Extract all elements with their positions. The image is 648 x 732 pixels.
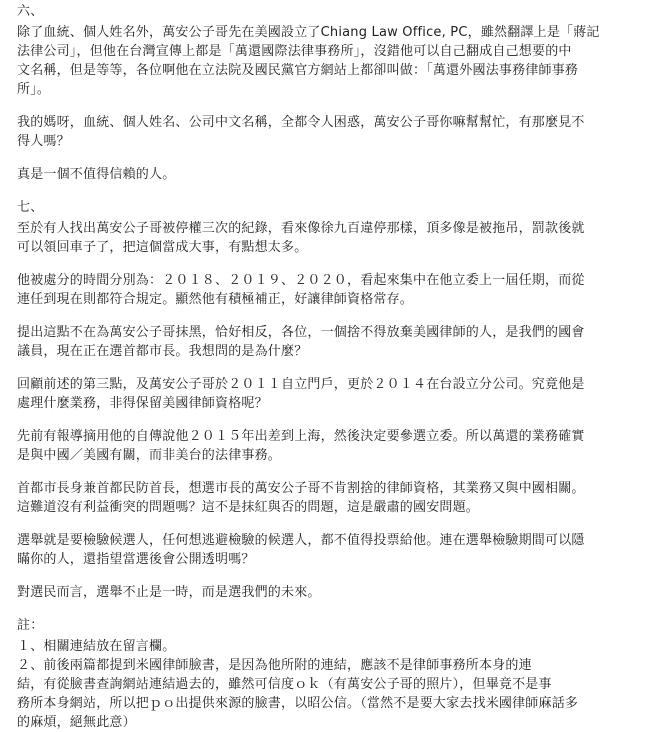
section-7-heading: [17, 198, 632, 217]
paragraph-line: 先前有報導摘用他的自傳說他２０１５年出差到上海，然後決定要參選立委。所以萬還的業務確實: [17, 429, 585, 444]
note-line: 的麻煩，絕無此意）: [17, 715, 136, 730]
paragraph-line: 他被處分的時間分別為：２０１８、２０１９、２０２０，看起來集中在他立委上一屆任期，而從: [17, 273, 585, 288]
heading-text: 註：: [17, 618, 44, 633]
section-7-paragraph-4: [17, 375, 632, 413]
section-7-paragraph-8: [17, 583, 632, 602]
section-7-paragraph-5: [17, 427, 632, 465]
note-line: 結，有從臉書查詢網站連結過去的，雖然可信度ｏｋ（有萬安公子哥的照片），但畢竟不是事: [17, 677, 552, 692]
section-7-paragraph-6: [17, 479, 632, 517]
heading-text: 六、: [17, 4, 44, 19]
note-line: ２、前後兩篇都提到米國律師臉書，是因為他所附的連結，應該不是律師事務所本身的連: [17, 658, 532, 673]
paragraph-line: 瞞你的人，還指望當選後會公開透明嗎？: [17, 552, 255, 567]
paragraph-line: 提出這點不在為萬安公子哥抹黑，恰好相反，各位，一個捨不得放棄美國律師的人，是我們的國會: [17, 325, 585, 340]
notes-list: [17, 637, 632, 732]
paragraph-line: 可以領回車子了，把這個當成大事，有點想太多。: [17, 240, 308, 255]
paragraph-line: 回顧前述的第三點，及萬安公子哥於２０１１自立門戶，更於２０１４在台設立分公司。究竟他是: [17, 377, 585, 392]
note-line: 務所本身網站，所以把ｐｏ出提供來源的臉書，以昭公信。（當然不是要大家去找米國律師麻話多: [17, 696, 579, 711]
paragraph-line: 對選民而言，選舉不止是一時，而是選我們的未來。: [17, 585, 321, 600]
section-6-paragraph-1: [17, 23, 632, 99]
heading-text: 七、: [17, 200, 44, 215]
paragraph-line: 至於有人找出萬安公子哥被停權三次的紀錄，看來像徐九百違停那樣，頂多像是被拖吊，罰款後就: [17, 221, 585, 236]
paragraph-line: 這難道沒有利益衝突的問題嗎？這不是抹紅與否的問題，這是嚴肅的國安問題。: [17, 500, 480, 515]
paragraph-line: 選舉就是要檢驗候選人，任何想逃避檢驗的候選人，都不值得投票給他。連在選舉檢驗期間可以隱: [17, 533, 585, 548]
section-6-heading: [17, 2, 632, 21]
paragraph-line: 我的媽呀，血統、個人姓名、公司中文名稱，全都令人困惑，萬安公子哥你嘛幫幫忙，有那麼見不: [17, 115, 585, 130]
paragraph-line: 得人嗎？: [17, 134, 70, 149]
notes-heading: [17, 616, 632, 635]
section-6-paragraph-2: [17, 113, 632, 151]
paragraph-line: 法律公司」，但他在台灣宣傳上都是「萬還國際法律事務所」，沒錯他可以自己翻成自己想要的中: [17, 44, 572, 59]
paragraph-line: 所」。: [17, 82, 51, 97]
note-line: １、相關連結放在留言欄。: [17, 639, 176, 654]
paragraph-line: 處理什麼業務，非得保留美國律師資格呢？: [17, 396, 268, 411]
section-7-paragraph-1: [17, 219, 632, 257]
paragraph-line: 首都市長身兼首都民防首長，想選市長的萬安公子哥不肯割捨的律師資格，其業務又與中國相關。: [17, 481, 585, 496]
section-7-paragraph-2: [17, 271, 632, 309]
paragraph-line: 議員，現在正在選首都市長。我想問的是為什麼？: [17, 344, 308, 359]
paragraph-line: 除了血統、個人姓名外，萬安公子哥先在美國設立了Chiang Law Office, PC，雖然翻譯上是「蔣記: [17, 25, 600, 40]
section-7-paragraph-3: [17, 323, 632, 361]
section-6-paragraph-3: [17, 165, 632, 184]
section-7-paragraph-7: [17, 531, 632, 569]
paragraph-line: 文名稱，但是等等，各位啊他在立法院及國民黨官方網站上都卻叫做：「萬還外國法事務律師事務: [17, 63, 579, 78]
paragraph-line: 連任到現在則都符合規定。顯然他有積極補正，好讓律師資格常存。: [17, 292, 414, 307]
paragraph-line: 真是一個不值得信賴的人。: [17, 167, 176, 182]
paragraph-line: 是與中國／美國有關，而非美台的法律事務。: [17, 448, 282, 463]
